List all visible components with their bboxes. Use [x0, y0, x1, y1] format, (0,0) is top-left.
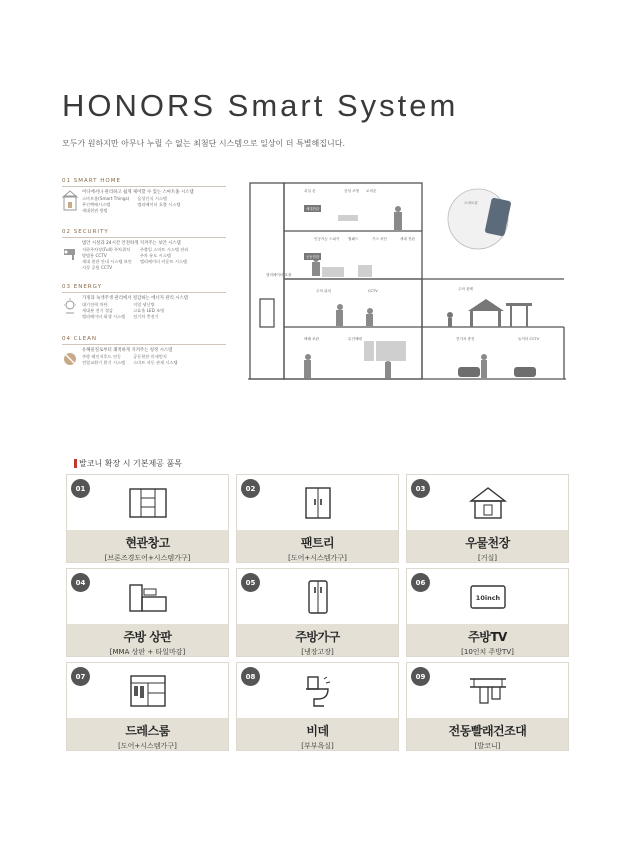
feature-item: 주출입 스마트 시스템 관리: [139, 247, 189, 252]
item-number-badge: 07: [71, 667, 90, 686]
item-name: 전동빨래건조대: [448, 724, 527, 738]
closet-icon: [126, 485, 170, 521]
feature-item: 공동현관 미세먼지: [133, 354, 167, 359]
feature-icon: [62, 190, 78, 212]
feature-heading: 01 SMART HOME: [62, 178, 121, 184]
building-label: 세대 현관: [400, 237, 416, 241]
building-label: 인공지능 스피커: [314, 237, 340, 241]
balcony-item-card: [236, 662, 399, 751]
pantry-icon: [296, 485, 340, 521]
feature-icon: [62, 296, 78, 318]
building-label: 놀이터 CCTV: [518, 337, 540, 341]
item-number-badge: 05: [241, 573, 260, 592]
building-label: 엘리베이터 호출: [266, 273, 292, 277]
feature-description: 유해물질로부터 쾌적하게 지켜주는 청정 시스템: [82, 348, 173, 353]
feature-item: 세대현관 방범: [82, 208, 108, 213]
feature-divider: [62, 186, 226, 187]
balcony-item-card: [236, 568, 399, 657]
feature-item: 전기차 충전기: [133, 314, 159, 319]
feature-description: 가정과 녹색주생 관리에서 절감하는 에너지 관리 시스템: [82, 296, 188, 301]
item-number-badge: 04: [71, 573, 90, 592]
item-name: 주방TV: [468, 630, 507, 644]
section-title: [74, 458, 182, 469]
building-label: 택배 보관: [304, 337, 320, 341]
feature-icon: [62, 348, 78, 370]
dressroom-icon: [126, 673, 170, 709]
feature-item: 주차 유도 시스템: [139, 253, 171, 258]
balcony-item-card: [66, 568, 229, 657]
balcony-item-card: [406, 662, 569, 751]
item-number-badge: 03: [411, 479, 430, 498]
item-detail: [냉장고장]: [301, 648, 334, 656]
building-label: 스마트폰: [464, 201, 478, 205]
feature-item: 엘리베이터 호출 시스템: [137, 202, 181, 207]
item-detail: [부부욕실]: [301, 742, 334, 750]
building-label: 전기차 충전: [456, 337, 475, 341]
feature-item: 지열 냉난방: [133, 302, 155, 307]
building-label: 무인택배: [348, 337, 362, 341]
tv-icon: [466, 579, 510, 615]
balcony-item-card: [406, 568, 569, 657]
feature-block: [62, 284, 226, 320]
balcony-item-card: [66, 662, 229, 751]
item-detail: [브론즈경도어+시스템가구]: [104, 554, 191, 562]
item-name: 드레스룸: [125, 724, 170, 738]
building-label: 가스 차단: [372, 237, 388, 241]
feature-list-left: [82, 354, 125, 366]
item-number-badge: 09: [411, 667, 430, 686]
feature-item: 전열교환기 환기 시스템: [82, 360, 126, 365]
kitchen-counter-icon: [126, 579, 170, 615]
feature-list-right: [140, 247, 189, 271]
feature-item: 음성인식 시스템: [137, 196, 167, 201]
balcony-item-card: [236, 474, 399, 563]
page-subtitle: 모두가 원하지만 아무나 누릴 수 없는 최첨단 시스템으로 일상이 더 특별해집니다.: [62, 139, 345, 148]
feature-divider: [62, 237, 226, 238]
balcony-item-card: [66, 474, 229, 563]
feature-description: 어디에서나 관리하고 쉽게 제어할 수 있는 스마트홈 시스템: [82, 190, 194, 195]
feature-item: 엘리베이터 카운트 시스템: [139, 259, 187, 264]
balcony-item-card: [406, 474, 569, 563]
feature-description: 범안 시설과 24시간 안전하게 지켜주는 보안 시스템: [82, 241, 181, 246]
item-number-badge: 01: [71, 479, 90, 498]
feature-item: 스마트홈(Smart Things): [82, 196, 130, 201]
feature-block: [62, 336, 226, 370]
item-name: 우물천장: [465, 536, 510, 550]
bidet-icon: [296, 673, 340, 709]
building-label: 주차 관제: [458, 287, 474, 291]
feature-item: 엘리베이터 회생 시스템: [82, 314, 126, 319]
feature-divider: [62, 344, 226, 345]
item-name: 주방 상판: [123, 630, 172, 644]
building-label: 로비폰: [366, 189, 377, 193]
feature-item: 지하주차장(Full) 주차위치: [82, 247, 131, 252]
feature-icon: [62, 241, 78, 263]
feature-heading: 04 CLEAN: [62, 336, 98, 342]
feature-item: 지상 공원 CCTV: [82, 265, 113, 270]
feature-item: 무인택배시스템: [82, 202, 111, 207]
item-number-badge: 02: [241, 479, 260, 498]
feature-heading: 02 SECURITY: [62, 229, 109, 235]
item-detail: [도어+시스템가구]: [118, 742, 177, 750]
feature-item: 주방 레인지후드 연동: [82, 354, 122, 359]
feature-heading: 03 ENERGY: [62, 284, 102, 290]
feature-list-left: [82, 196, 129, 214]
feature-item: 방범용 CCTV: [82, 253, 107, 258]
item-detail: [MMA 상판 + 타일마감]: [109, 648, 186, 656]
building-label: 월패드: [348, 237, 359, 241]
feature-list-right: [133, 302, 164, 320]
svg-text:10inch: 10inch: [475, 594, 500, 602]
item-name: 비데: [306, 724, 329, 738]
item-name: 주방가구: [295, 630, 340, 644]
item-number-badge: 06: [411, 573, 430, 592]
refrigerator-icon: [296, 579, 340, 615]
feature-list-left: [82, 247, 132, 271]
item-detail: [10인치 주방TV]: [461, 648, 514, 656]
building-label: 욕실 폰: [304, 189, 316, 193]
item-detail: [발코니]: [474, 742, 501, 750]
page-title: HONORS Smart System: [62, 88, 459, 123]
feature-list-left: [82, 302, 125, 320]
feature-list-right: [137, 196, 180, 214]
building-label: CCTV: [368, 289, 378, 293]
item-name: 팬트리: [300, 536, 335, 550]
building-tag: 공동현관: [306, 255, 320, 259]
item-detail: [거실]: [478, 554, 497, 562]
section-title-text: 발코니 확장 시 기본제공 품목: [79, 459, 182, 468]
item-detail: [도어+시스템가구]: [288, 554, 347, 562]
building-outline: [248, 181, 568, 381]
feature-item: 대기전력 차단: [82, 302, 108, 307]
feature-block: [62, 229, 226, 271]
building-tag: 세대현관: [306, 207, 320, 211]
feature-list-right: [133, 354, 177, 366]
feature-item: 세대 현관 안내 시스템 보안: [82, 259, 132, 264]
feature-item: 세대분 전기 절감: [82, 308, 113, 313]
feature-divider: [62, 292, 226, 293]
feature-block: [62, 178, 226, 214]
feature-item: 스마트 자동 관제 시스템: [133, 360, 178, 365]
section-marker: [74, 459, 77, 468]
building-label: 주차 위치: [316, 289, 332, 293]
ceiling-icon: [466, 485, 510, 521]
laundry-rack-icon: [466, 673, 510, 709]
item-number-badge: 08: [241, 667, 260, 686]
feature-item: 고효율 LED 조명: [133, 308, 165, 313]
item-name: 현관창고: [125, 536, 170, 550]
smart-building-illustration: [248, 181, 568, 381]
building-label: 음성 조명: [344, 189, 360, 193]
